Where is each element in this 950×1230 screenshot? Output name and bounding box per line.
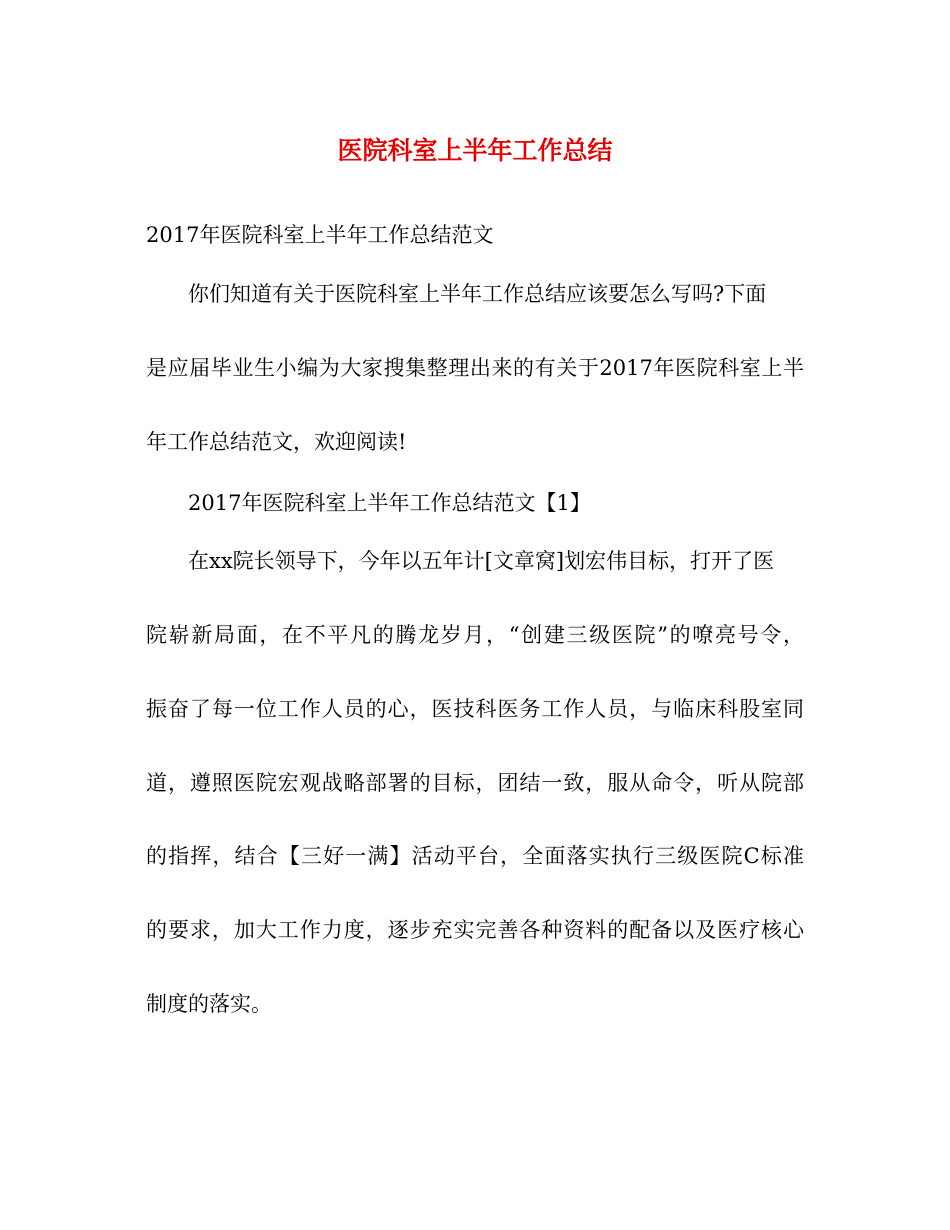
intro-line-2: 是应届毕业生小编为大家搜集整理出来的有关于2017年医院科室上半 xyxy=(146,356,804,380)
body-line-3: 振奋了每一位工作人员的心，医技科医务工作人员，与临床科股室同 xyxy=(146,697,804,721)
body-line-4: 道，遵照医院宏观战略部署的目标，团结一致，服从命令，听从院部 xyxy=(146,771,804,795)
document-title: 医院科室上半年工作总结 xyxy=(337,136,613,165)
body-line-5: 的指挥，结合【三好一满】活动平台，全面落实执行三级医院C标准 xyxy=(146,844,804,868)
intro-line-1: 你们知道有关于医院科室上半年工作总结应该要怎么写吗?下面 xyxy=(188,282,767,306)
body-line-2: 院崭新局面，在不平凡的腾龙岁月，“创建三级医院”的嘹亮号令， xyxy=(146,623,804,647)
intro-line-3: 年工作总结范文，欢迎阅读! xyxy=(146,430,407,454)
body-line-1: 在xx院长领导下，今年以五年计[文章窝]划宏伟目标，打开了医 xyxy=(188,549,775,573)
section-heading: 2017年医院科室上半年工作总结范文【1】 xyxy=(188,491,591,515)
body-line-6: 的要求，加大工作力度，逐步充实完善各种资料的配备以及医疗核心 xyxy=(146,918,804,942)
body-line-7: 制度的落实。 xyxy=(146,992,272,1016)
document-subtitle: 2017年医院科室上半年工作总结范文 xyxy=(146,223,494,247)
